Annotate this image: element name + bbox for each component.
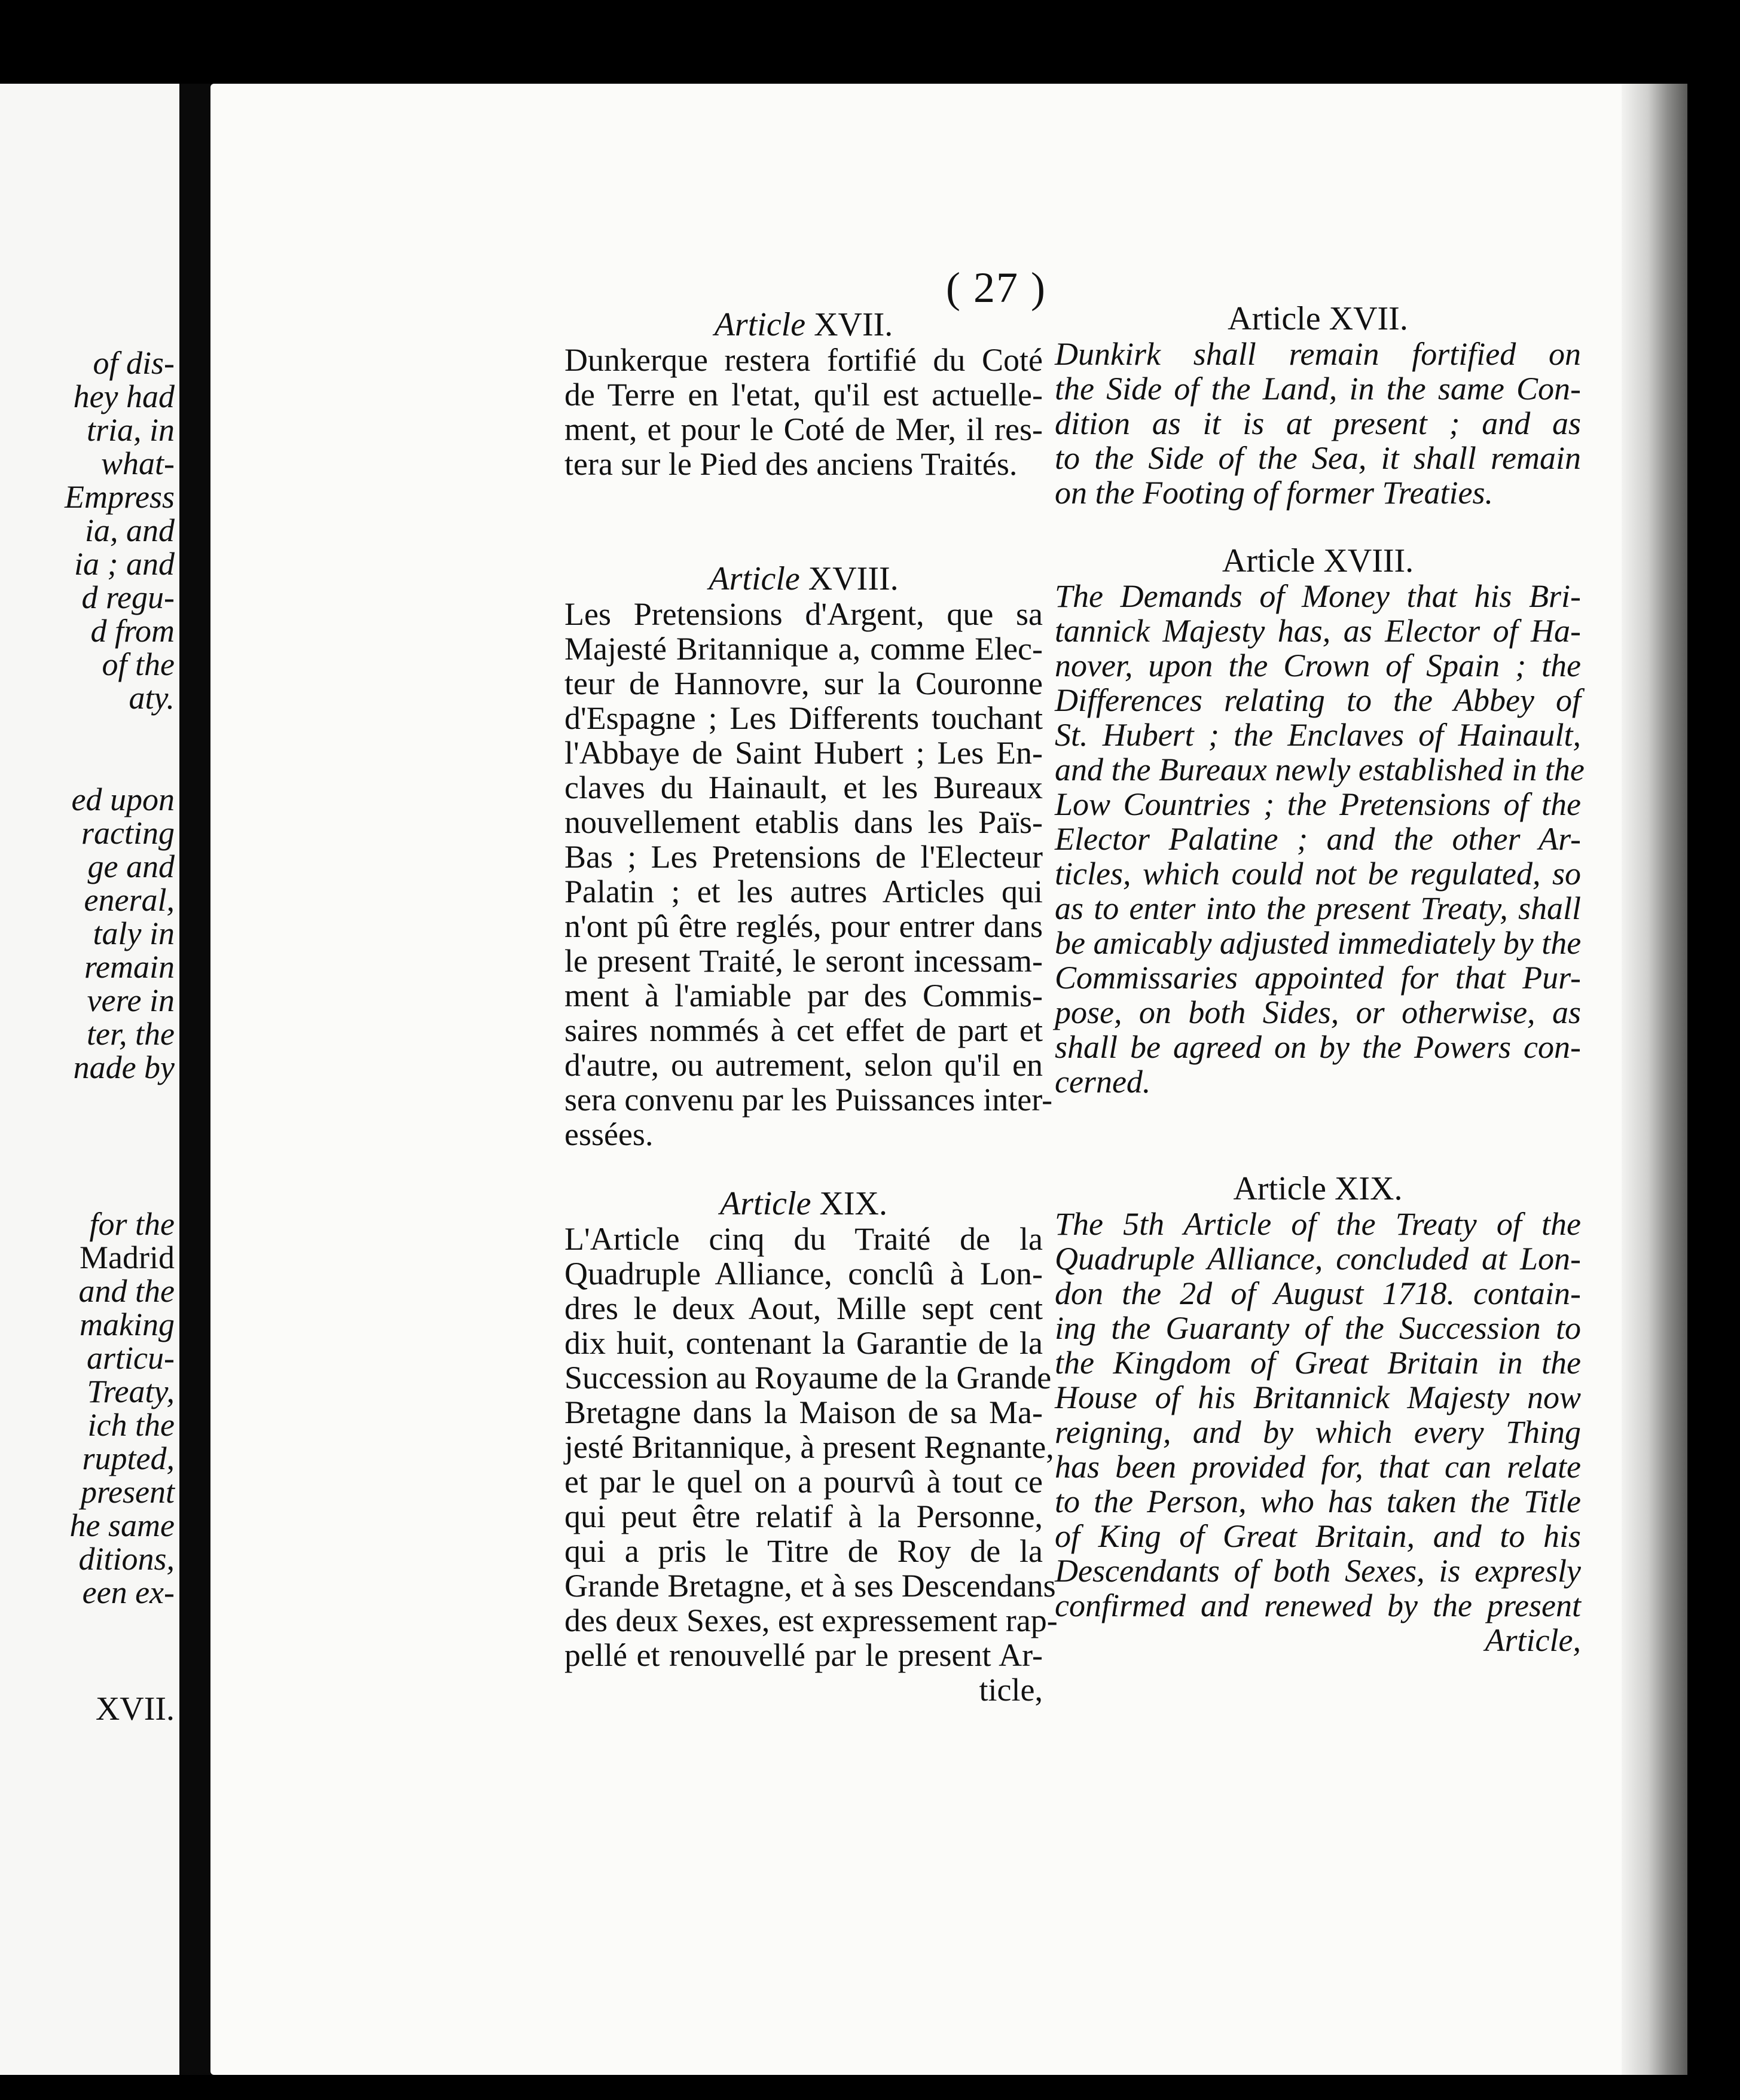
left-fragment-line: ditions, (78, 1541, 175, 1577)
text-line: don the 2d of August 1718. contain- (1055, 1275, 1581, 1311)
article-heading-prefix: Article (709, 560, 800, 597)
text-line: des deux Sexes, est expressement rap- (564, 1603, 1058, 1638)
left-fragment-line: eneral, (84, 882, 175, 918)
text-line: as to enter into the present Treaty, shall (1055, 890, 1581, 926)
article-heading-number: XVII. (1329, 300, 1408, 337)
text-line: n'ont pû être reglés, pour entrer dans (564, 908, 1043, 944)
left-fragment-line: making (80, 1307, 175, 1342)
text-line: jesté Britannique, à present Regnante, (564, 1429, 1054, 1465)
page-number: ( 27 ) (946, 264, 1046, 312)
article-heading-prefix: Article (720, 1185, 811, 1222)
left-fragment-line: taly in (93, 915, 175, 951)
text-line: to the Person, who has taken the Title (1055, 1484, 1581, 1519)
left-fragment-line: of dis- (93, 345, 175, 381)
left-fragment-line: remain (84, 949, 175, 985)
left-fragment-line: articu- (87, 1340, 175, 1376)
text-line: tera sur le Pied des anciens Traités. (564, 446, 1018, 482)
text-line: d'autre, ou autrement, selon qu'il en (564, 1047, 1043, 1083)
catchword: ticle, (979, 1672, 1043, 1708)
text-line: cerned. (1055, 1064, 1151, 1100)
left-fragment-line: Treaty, (87, 1373, 175, 1409)
text-line: pellé et renouvellé par le present Ar- (564, 1637, 1043, 1673)
text-line: Succession au Royaume de la Grande (564, 1360, 1052, 1396)
article-heading-number: XIX. (1334, 1170, 1403, 1207)
text-line: l'Abbaye de Saint Hubert ; Les En- (564, 735, 1043, 771)
text-line: Quadruple Alliance, concluded at Lon- (1055, 1241, 1581, 1277)
text-line: reigning, and by which every Thing (1055, 1414, 1581, 1450)
article-heading-prefix: Article (1228, 300, 1321, 337)
text-line: and the Bureaux newly established in the (1055, 752, 1585, 788)
left-fragment-line: ia, and (84, 512, 175, 548)
previous-page-fragment (0, 84, 181, 2075)
book-page (210, 84, 1687, 2075)
article-heading (564, 1187, 1043, 1220)
text-line: L'Article cinq du Traité de la (564, 1221, 1043, 1257)
text-line: Elector Palatine ; and the other Ar- (1055, 821, 1581, 857)
text-line: Dunkerque restera fortifié du Coté (564, 342, 1043, 378)
left-fragment-line: d regu- (81, 579, 175, 615)
text-line: Descendants of both Sexes, is expresly (1055, 1553, 1581, 1589)
left-fragment-line: hey had (73, 379, 175, 414)
left-fragment-line: of the (102, 646, 175, 682)
text-line: pose, on both Sides, or otherwise, as (1055, 994, 1581, 1030)
text-line: qui a pris le Titre de Roy de la (564, 1533, 1043, 1569)
text-line: d'Espagne ; Les Differents touchant (564, 700, 1043, 736)
text-line: Grande Bretagne, et à ses Descendans (564, 1568, 1056, 1604)
left-catchword: XVII. (95, 1690, 175, 1727)
text-line: qui peut être relatif à la Personne, (564, 1498, 1043, 1534)
text-line: dix huit, contenant la Garantie de la (564, 1325, 1043, 1361)
text-line: shall be agreed on by the Powers con- (1055, 1029, 1581, 1065)
left-fragment-line: d from (90, 613, 175, 649)
article-heading-prefix: Article (1233, 1170, 1326, 1207)
left-fragment-line: aty. (129, 680, 175, 716)
article-heading-number: XIX. (819, 1185, 887, 1222)
left-fragment-line: een ex- (82, 1574, 175, 1610)
text-line: dition as it is at present ; and as (1055, 405, 1581, 441)
text-line: on the Footing of former Treaties. (1055, 475, 1493, 511)
text-line: be amicably adjusted immediately by the (1055, 925, 1582, 961)
left-fragment-line: present (81, 1474, 175, 1510)
text-line: essées. (564, 1116, 654, 1152)
text-line: Bas ; Les Pretensions de l'Electeur (564, 839, 1043, 875)
text-line: Quadruple Alliance, conclû à Lon- (564, 1256, 1043, 1292)
left-fragment-line: ed upon (71, 782, 175, 817)
text-line: sera convenu par les Puissances inter- (564, 1082, 1053, 1118)
page-edge-shadow (1622, 84, 1687, 2075)
text-line: has been provided for, that can relate (1055, 1449, 1581, 1485)
left-fragment-line: Madrid (80, 1240, 175, 1275)
text-line: tannick Majesty has, as Elector of Ha- (1055, 613, 1581, 649)
text-line: the Kingdom of Great Britain in the (1055, 1345, 1581, 1381)
text-line: ment, et pour le Coté de Mer, il res- (564, 411, 1043, 447)
text-line: saires nommés à cet effet de part et (564, 1012, 1043, 1048)
text-line: ing the Guaranty of the Succession to (1055, 1310, 1581, 1346)
left-fragment-line: ter, the (87, 1016, 175, 1052)
left-fragment-line: he same (69, 1507, 175, 1543)
text-line: the Side of the Land, in the same Con- (1055, 371, 1581, 407)
text-line: Palatin ; et les autres Articles qui (564, 874, 1043, 909)
text-line: ment à l'amiable par des Commis- (564, 978, 1043, 1014)
left-fragment-line: ia ; and (74, 546, 175, 582)
text-line: claves du Hainault, et les Bureaux (564, 770, 1043, 805)
text-line: Differences relating to the Abbey of (1055, 682, 1581, 718)
text-line: dres le deux Aout, Mille sept cent (564, 1290, 1043, 1326)
text-line: de Terre en l'etat, qu'il est actuelle- (564, 377, 1043, 413)
article-heading (564, 308, 1043, 341)
article-heading (564, 562, 1043, 596)
text-line: St. Hubert ; the Enclaves of Hainault, (1055, 717, 1581, 753)
article-heading (1055, 302, 1581, 335)
article-heading-number: XVIII. (1323, 542, 1414, 579)
text-line: of King of Great Britain, and to his (1055, 1518, 1581, 1554)
left-fragment-line: vere in (87, 982, 175, 1018)
text-line: teur de Hannovre, sur la Couronne (564, 666, 1043, 701)
text-line: le present Traité, le seront incessam- (564, 943, 1043, 979)
text-line: et par le quel on a pourvû à tout ce (564, 1464, 1043, 1500)
article-heading-prefix: Article (1222, 542, 1315, 579)
left-fragment-line: what- (100, 445, 175, 481)
left-fragment-line: tria, in (86, 412, 175, 448)
text-line: Majesté Britannique a, comme Elec- (564, 631, 1043, 667)
article-heading (1055, 1172, 1581, 1205)
text-line: to the Side of the Sea, it shall remain (1055, 440, 1581, 476)
left-fragment-line: racting (81, 815, 175, 851)
text-line: The 5th Article of the Treaty of the (1055, 1206, 1581, 1242)
text-line: Les Pretensions d'Argent, que sa (564, 596, 1043, 632)
text-line: The Demands of Money that his Bri- (1055, 578, 1581, 614)
left-fragment-line: for the (89, 1206, 175, 1242)
text-line: Bretagne dans la Maison de sa Ma- (564, 1394, 1043, 1430)
left-fragment-line: and the (78, 1273, 175, 1309)
article-heading-number: XVII. (814, 306, 893, 343)
article-heading-prefix: Article (714, 306, 806, 343)
left-fragment-line: Empress (65, 479, 175, 515)
text-line: House of his Britannick Majesty now (1055, 1379, 1581, 1415)
text-line: Commissaries appointed for that Pur- (1055, 960, 1581, 996)
left-fragment-line: rupted, (82, 1440, 175, 1476)
catchword: Article, (1485, 1622, 1581, 1658)
text-line: nouvellement etablis dans les Païs- (564, 804, 1043, 840)
text-line: Dunkirk shall remain fortified on (1055, 336, 1581, 372)
left-fragment-line: ich the (87, 1407, 175, 1443)
article-heading (1055, 544, 1581, 578)
article-heading-number: XVIII. (808, 560, 899, 597)
left-fragment-line: nade by (73, 1049, 175, 1085)
text-line: ticles, which could not be regulated, so (1055, 856, 1581, 892)
text-line: nover, upon the Crown of Spain ; the (1055, 648, 1581, 683)
left-fragment-line: ge and (87, 848, 175, 884)
text-line: confirmed and renewed by the present (1055, 1588, 1581, 1623)
text-line: Low Countries ; the Pretensions of the (1055, 786, 1581, 822)
